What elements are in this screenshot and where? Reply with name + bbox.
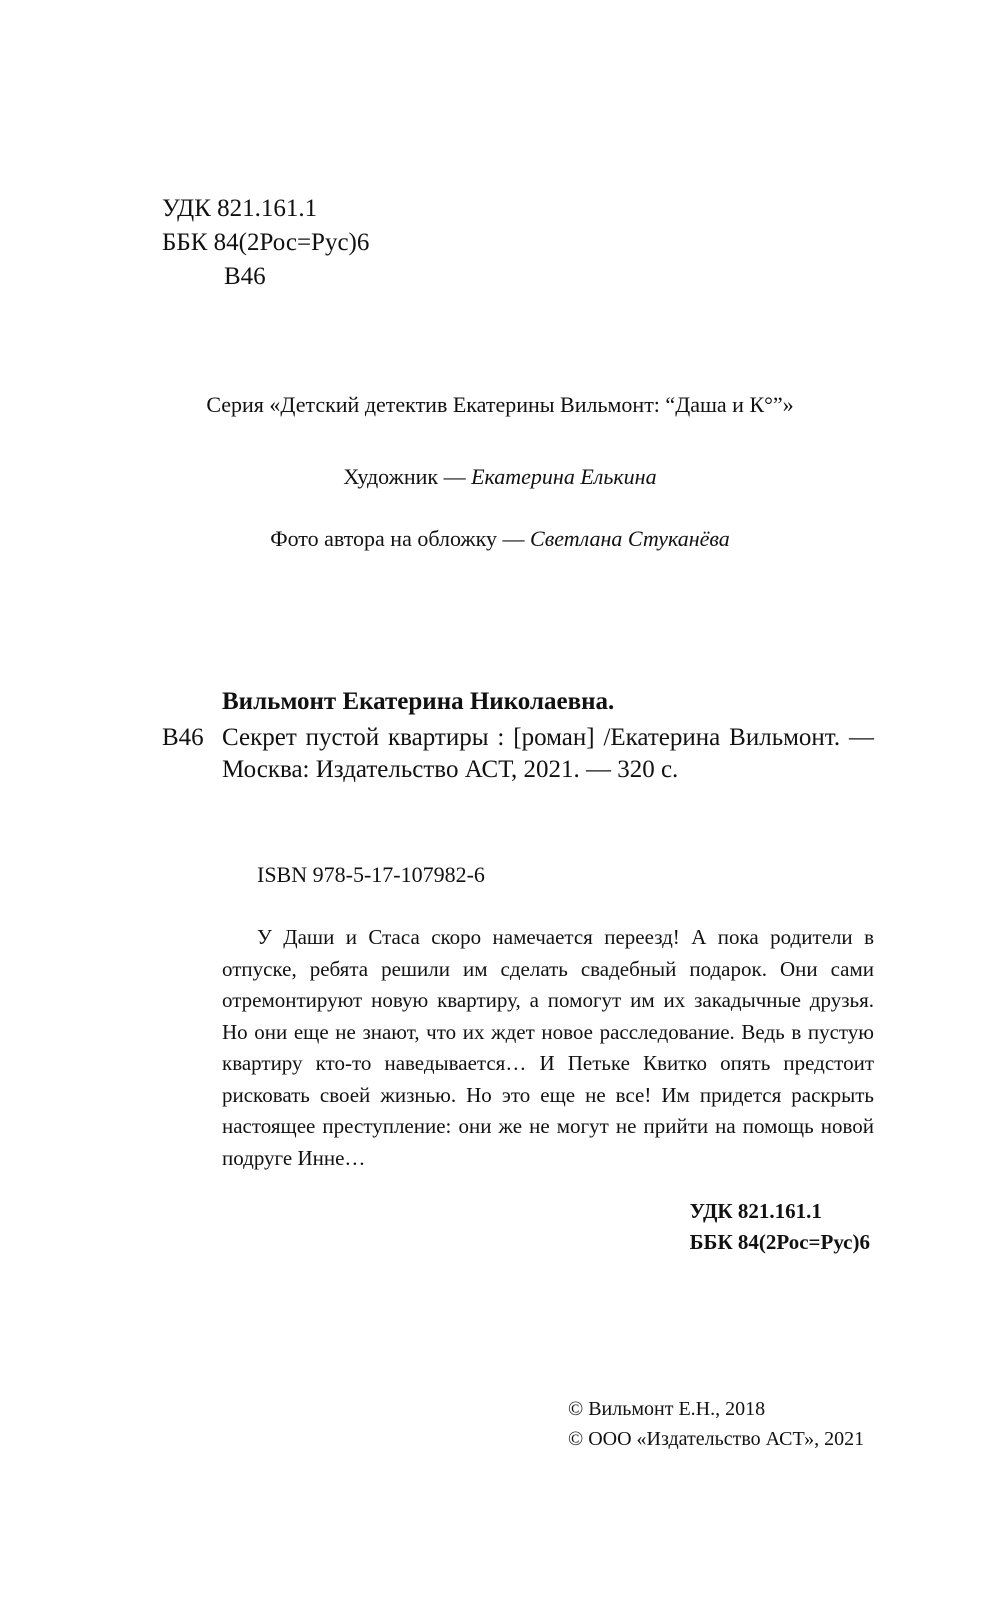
artist-line bbox=[0, 462, 1000, 492]
copyright-publisher: © ООО «Издательство АСТ», 2021 bbox=[568, 1428, 865, 1450]
classification-codes-bottom bbox=[690, 1196, 870, 1258]
udk-code-bottom: УДК 821.161.1 bbox=[689, 1199, 822, 1223]
bbk-code: ББК 84(2Рос=Рус)6 bbox=[162, 229, 370, 256]
udk-code: УДК 821.161.1 bbox=[162, 195, 318, 222]
series-line: Серия «Детский детектив Екатерины Вильмонт: “Даша и К°”» bbox=[206, 392, 794, 417]
author-mark: В46 bbox=[224, 263, 266, 290]
copyright-author: © Вильмонт Е.Н., 2018 bbox=[568, 1398, 766, 1420]
artist-name: Екатерина Елькина bbox=[471, 464, 657, 489]
author-heading: Вильмонт Екатерина Николаевна. bbox=[222, 688, 615, 715]
copyright-block bbox=[568, 1394, 864, 1454]
bbk-code-bottom: ББК 84(2Рос=Рус)6 bbox=[689, 1230, 870, 1254]
annotation-paragraph: У Даши и Стаса скоро намечается переезд! А пока родители в отпуске, ребята решили им сделать свадебный подарок. Они сами отремонтируют новую квартиру, а помогут им их закадычные друзья. Но они еще не знают, что их ждет новое расследование. Ведь в пустую квартиру кто-то наведывается… И Петьке Квитко опять предстоит рисковать своей жизнью. Но это еще не все! Им придется раскрыть настоящее преступление: они же не могут не прийти на помощь новой подруге Инне… bbox=[222, 925, 874, 1170]
bibliographic-code: В46 bbox=[162, 724, 204, 751]
bibliographic-record: Секрет пустой квартиры : [роман] /Екатерина Вильмонт. — Москва: Издательство АСТ, 2021. — 320 с. bbox=[222, 724, 874, 783]
classification-codes-top bbox=[162, 192, 369, 294]
photo-label: Фото автора на обложку — bbox=[270, 526, 531, 551]
photo-credit-line bbox=[0, 524, 1000, 554]
photo-name: Светлана Стуканёва bbox=[530, 526, 730, 551]
isbn: ISBN 978-5-17-107982-6 bbox=[257, 862, 485, 887]
artist-label: Художник — bbox=[343, 464, 472, 489]
